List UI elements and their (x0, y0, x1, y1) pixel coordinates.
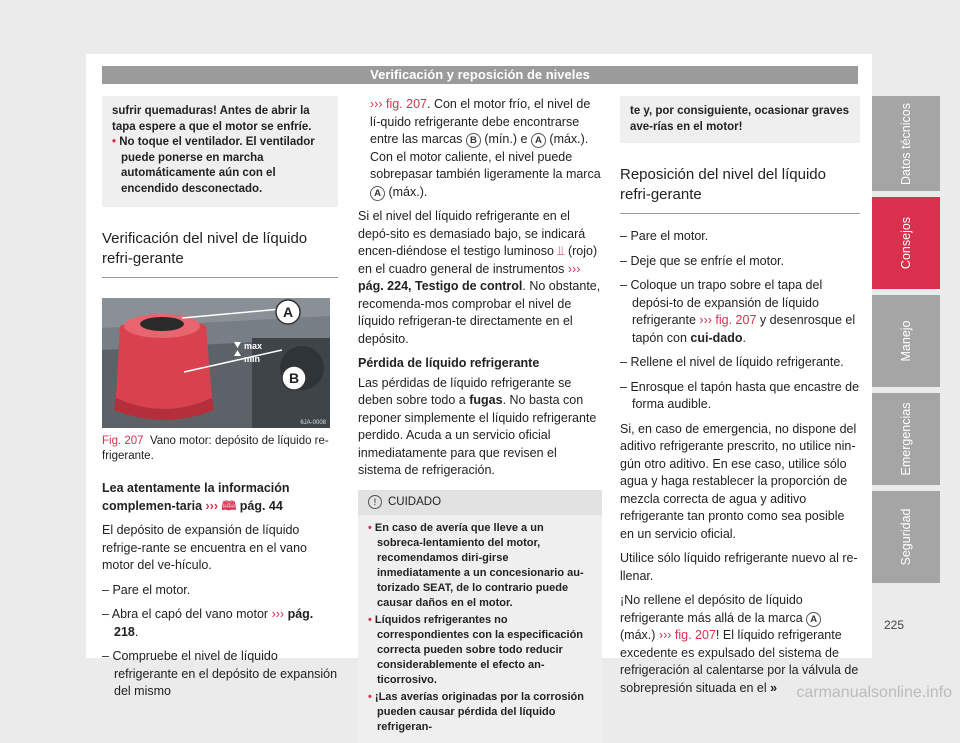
mark-a-callout: A (806, 612, 821, 627)
figure-link[interactable]: fig. 207 (715, 313, 756, 327)
paragraph: Utilice sólo líquido refrigerante nuevo al re-llenar. (620, 550, 860, 585)
paragraph: El depósito de expansión de líquido refrige-rante se encuentra en el vano motor del ve-hículo. (102, 522, 338, 575)
min-mark: min (244, 354, 260, 364)
caution-item: • Líquidos refrigerantes no correspondientes con la especificación correcta pueden sobre todo reducir considerablemente el efecto an-ticorrosivo. (368, 613, 592, 688)
warning-box: sufrir quemaduras! Antes de abrir la tapa espere a que el motor se enfríe. • No toque el ventilador. El ventilador puede ponerse en marcha automáticamente aún con el encendido desconectado. (102, 96, 338, 207)
callout-b: B (289, 370, 299, 386)
step-item: – Pare el motor. (620, 228, 860, 246)
paragraph: Si el nivel del líquido refrigerante en el depó-sito es demasiado bajo, se indicará encen-diéndose el testigo luminoso ⫫ (rojo) en el cuadro general de instrumentos ››› pág. 224, Testigo de control. No obstante, recomenda-mos comprobar el nivel de líquido refrigeran-te directamente en el depósito. (358, 208, 602, 348)
page-header: Verificación y reposición de niveles (102, 66, 858, 84)
warning-box-continued: te y, por consiguiente, ocasionar graves ave-rías en el motor! (620, 96, 860, 143)
bullet-icon: • (368, 522, 372, 534)
section-title: Reposición del nivel del líquido refri-gerante (620, 165, 860, 214)
chevron-icon: ››› (272, 607, 285, 621)
chevron-icon: ››› (206, 499, 219, 513)
chevron-icon: ››› (699, 313, 712, 327)
step-item: – Coloque un trapo sobre el tapa del depósi-to de expansión de líquido refrigerante ››› fig. 207 y desenrosque el tapón con cui-dado. (620, 277, 860, 347)
bullet-icon: • (368, 691, 372, 703)
step-item: – Abra el capó del vano motor ››› pág. 218. (102, 606, 338, 641)
column-3 (620, 96, 860, 704)
figure-image (102, 298, 330, 428)
max-mark: max (244, 341, 262, 351)
caution-icon: ! (368, 495, 382, 509)
tab-manejo[interactable]: Manejo (872, 295, 940, 387)
column-1 (102, 96, 338, 708)
caution-item: • En caso de avería que lleve a un sobreca-lentamiento del motor, recomendamos diri-girse inmediatamente a un concesionario au-torizado SEAT, de lo contrario puede causar daños en el motor. (368, 521, 592, 611)
bullet-icon: • (368, 614, 372, 626)
figure-caption: Fig. 207 Vano motor: depósito de líquido re-frigerante. (102, 434, 338, 464)
page-number: 225 (884, 618, 904, 632)
page-link[interactable]: pág. 224, (358, 279, 412, 293)
chevron-icon: ››› (370, 97, 383, 111)
mark-b-callout: B (466, 133, 481, 148)
paragraph: Si, en caso de emergencia, no dispone del aditivo refrigerante prescrito, no utilice nin-gún otro aditivo. En ese caso, utilice sólo agua y haga restablecer la proporción de mezcla correcta de agua y aditivo refrigerante tan pronto como sea posible en un servicio oficial. (620, 421, 860, 544)
watermark: carmanualsonline.info (796, 684, 952, 702)
page-link[interactable]: pág. 218 (114, 607, 313, 639)
mark-a-callout: A (370, 186, 385, 201)
figure-link[interactable]: fig. 207 (386, 97, 427, 111)
figure-link[interactable]: fig. 207 (675, 628, 716, 642)
paragraph: ¡No rellene el depósito de líquido refrigerante más allá de la marca A (máx.) ››› fig. 207! El líquido refrigerante excedente es expulsado del sistema de refrigeración al calentarse por la válvula de sobrepresión situada en el » (620, 592, 860, 697)
step-item: – Deje que se enfríe el motor. (620, 253, 860, 271)
step-item: – Enrosque el tapón hasta que encastre de forma audible. (620, 379, 860, 414)
figure-207 (102, 298, 338, 464)
tab-datos-tecnicos[interactable]: Datos técnicos (872, 96, 940, 191)
tab-seguridad[interactable]: Seguridad (872, 491, 940, 583)
lead-page-link[interactable]: pág. 44 (240, 499, 283, 513)
step-item: – Rellene el nivel de líquido refrigerante. (620, 354, 860, 372)
continue-arrow-icon: » (770, 681, 777, 695)
chevron-icon: ››› (568, 262, 581, 276)
bullet-icon: • (112, 136, 116, 148)
info-icon: 🕮 (222, 499, 237, 513)
paragraph: ››› fig. 207. Con el motor frío, el nivel de lí-quido refrigerante debe encontrarse entre las marcas B (mín.) e A (máx.). Con el motor caliente, el nivel puede sobrepasar también ligeramente la marca A (máx.). (358, 96, 602, 201)
tab-consejos[interactable]: Consejos (872, 197, 940, 289)
caution-box: ! CUIDADO • En caso de avería que lleve a un sobreca-lentamiento del motor, recomendamos diri-girse inmediatamente a un concesionario au-torizado SEAT, de lo contrario puede causar daños en el motor. • Líquidos refrigerantes no correspondientes con la especificación correcta pueden sobre todo reducir considerablemente el efecto an-ticorrosivo. • ¡Las averías originadas por la corrosión pueden causar pérdida del líquido refrigeran- (358, 490, 602, 743)
callout-a: A (283, 304, 293, 320)
chevron-icon: ››› (659, 628, 672, 642)
figure-code: 6JA-0008 (300, 420, 326, 426)
caution-item: • ¡Las averías originadas por la corrosión pueden causar pérdida del líquido refrigeran- (368, 690, 592, 735)
step-item: – Pare el motor. (102, 582, 338, 600)
section-title: Verificación del nivel de líquido refri-gerante (102, 229, 338, 278)
paragraph: Las pérdidas de líquido refrigerante se deben sobre todo a fugas. No basta con reponer simplemente el líquido refrigerante perdido. Acuda a un servicio oficial inmediatamente para que revisen el sistema de refrigeración. (358, 375, 602, 480)
coolant-warning-icon: ⫫ (557, 244, 564, 258)
subheading: Pérdida de líquido refrigerante (358, 355, 602, 373)
column-2 (358, 96, 602, 743)
tab-emergencias[interactable]: Emergencias (872, 393, 940, 485)
mark-a-callout: A (531, 133, 546, 148)
step-item: – Compruebe el nivel de líquido refrigerante en el depósito de expansión del mismo (102, 648, 338, 701)
lead-reference: Lea atentamente la información complemen-taria ››› 🕮 pág. 44 (102, 480, 338, 515)
